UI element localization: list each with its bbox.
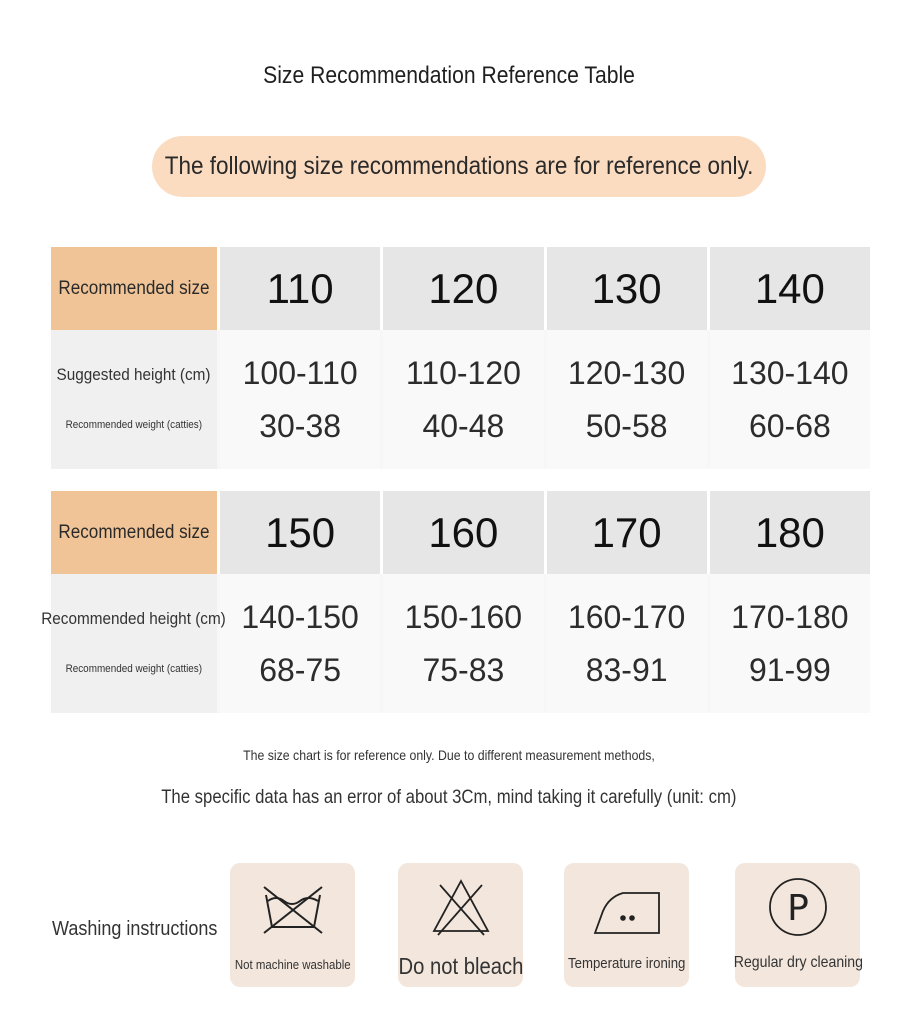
- care-caption: Temperature ironing: [567, 955, 686, 972]
- height-value: 100-110: [242, 354, 358, 391]
- size-value: 150: [220, 491, 380, 574]
- size-header-label: Recommended size: [51, 491, 217, 574]
- size-header-label: Recommended size: [51, 247, 217, 330]
- weight-value: 40-48: [422, 407, 505, 444]
- size-value: 130: [547, 247, 707, 330]
- reference-banner-text: The following size recommendations are for reference only.: [164, 152, 754, 180]
- weight-value: 30-38: [259, 407, 342, 444]
- error-note: The specific data has an error of about 3Cm, mind taking it carefully (unit: cm): [161, 787, 737, 808]
- care-caption: Regular dry cleaning: [733, 954, 863, 971]
- dry-clean-p-icon: [735, 875, 860, 939]
- weight-value: 91-99: [748, 651, 831, 688]
- size-header-row: [51, 491, 870, 574]
- size-value: 120: [383, 247, 543, 330]
- height-value: 140-150: [241, 598, 359, 635]
- height-value: 170-180: [731, 598, 849, 635]
- height-value: 150-160: [404, 598, 523, 635]
- size-column: [547, 330, 707, 469]
- weight-value: 68-75: [259, 651, 342, 688]
- size-table-2: [41, 491, 870, 713]
- size-value: 110: [220, 247, 380, 330]
- height-value: 110-120: [405, 354, 521, 391]
- weight-value: 83-91: [585, 651, 668, 688]
- height-value: 160-170: [567, 598, 686, 635]
- svg-text:P: P: [786, 888, 809, 929]
- row-labels: [41, 574, 227, 713]
- size-column: [547, 574, 707, 713]
- no-machine-wash-icon: [230, 875, 355, 939]
- care-card-ironing: [564, 863, 689, 987]
- height-value: 120-130: [567, 354, 686, 391]
- washing-instructions-label: Washing instructions: [52, 918, 218, 940]
- size-column: [220, 330, 380, 469]
- size-body-row: [41, 574, 870, 713]
- height-label: Recommended height (cm): [41, 608, 227, 628]
- weight-value: 60-68: [748, 407, 831, 444]
- care-caption: Do not bleach: [398, 953, 523, 979]
- size-column: [383, 574, 543, 713]
- height-value: 130-140: [731, 354, 849, 391]
- care-caption: Not machine washable: [234, 957, 351, 972]
- weight-label: Recommended weight (catties): [65, 662, 203, 675]
- iron-icon: [564, 875, 689, 939]
- size-column: [383, 330, 543, 469]
- size-table-1: [51, 247, 870, 469]
- size-column: [220, 574, 380, 713]
- weight-value: 50-58: [585, 407, 668, 444]
- no-bleach-icon: [398, 875, 523, 939]
- weight-label: Recommended weight (catties): [65, 418, 203, 431]
- size-value: 170: [547, 491, 707, 574]
- row-labels: [51, 330, 217, 469]
- height-label: Suggested height (cm): [57, 364, 211, 384]
- size-column: [710, 330, 870, 469]
- page-title: Size Recommendation Reference Table: [263, 62, 635, 89]
- size-value: 140: [710, 247, 870, 330]
- size-header-row: [51, 247, 870, 330]
- care-card-no-bleach: [398, 863, 523, 987]
- size-body-row: [51, 330, 870, 469]
- size-value: 180: [710, 491, 870, 574]
- weight-value: 75-83: [422, 651, 505, 688]
- measurement-note: The size chart is for reference only. Due to different measurement methods,: [243, 747, 655, 763]
- size-value: 160: [383, 491, 543, 574]
- size-column: [710, 574, 870, 713]
- reference-banner: [152, 136, 766, 197]
- care-card-dry-clean: [733, 863, 863, 987]
- care-card-no-machine-wash: [230, 863, 355, 987]
